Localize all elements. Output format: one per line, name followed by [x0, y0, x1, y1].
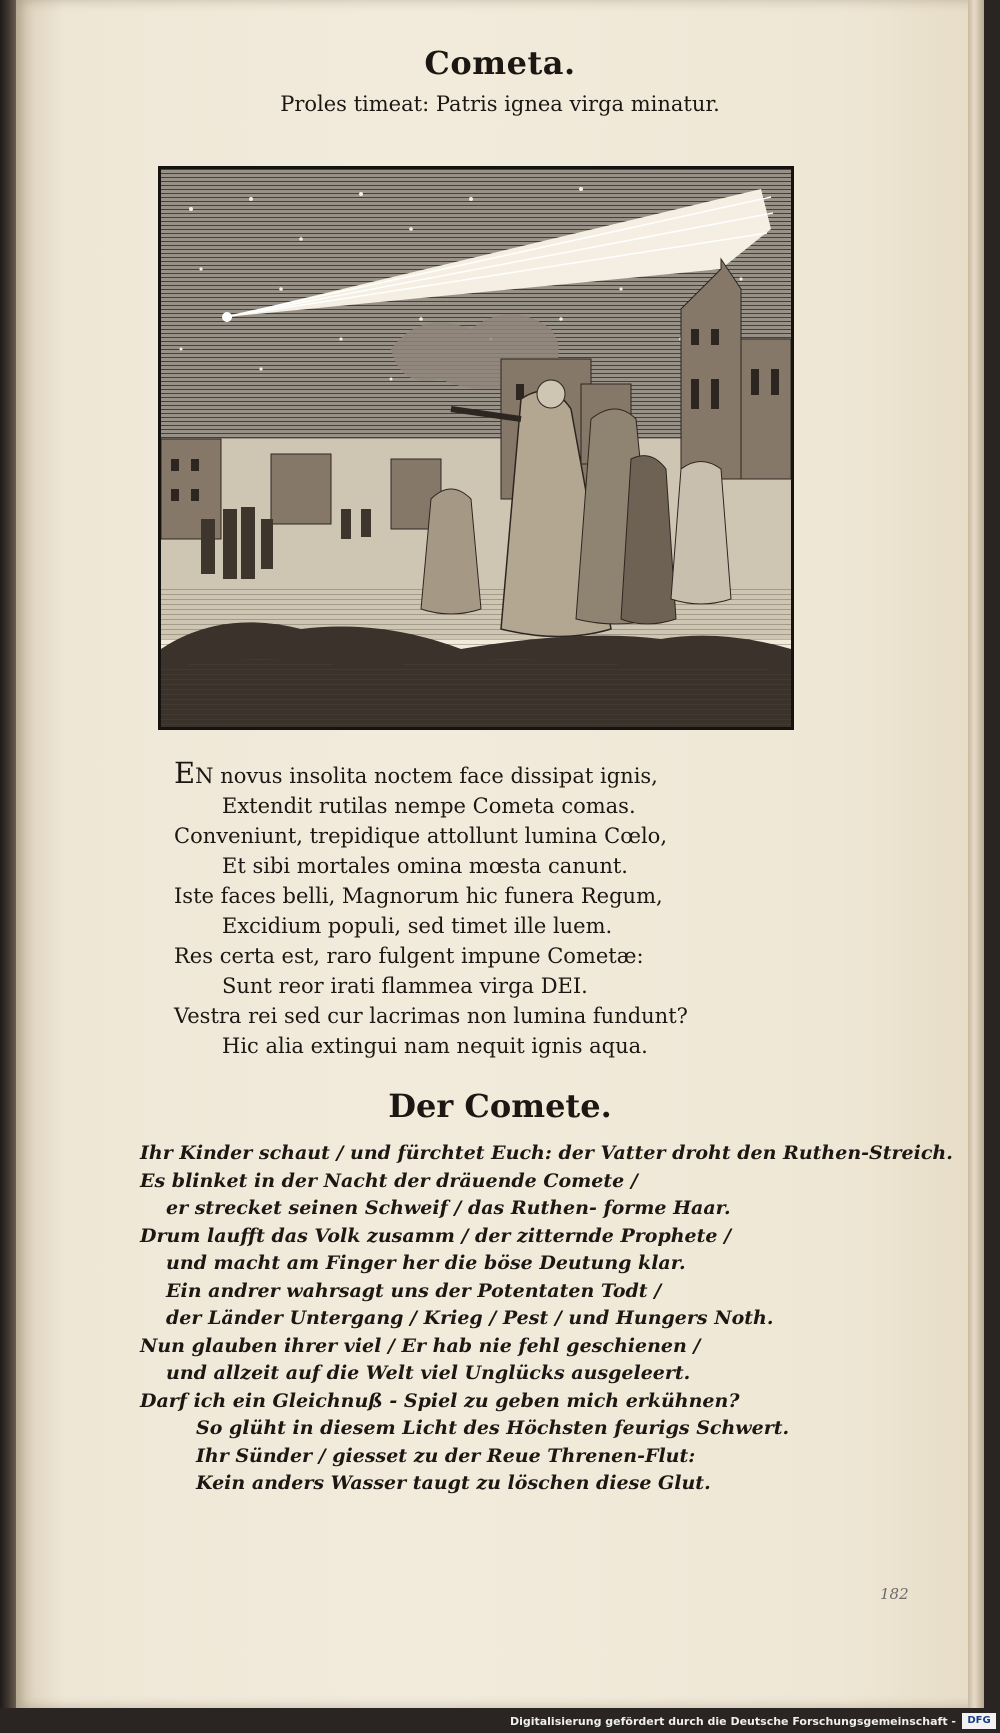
german-line: Ihr Kinder schaut / und fürchtet Euch: der Vatter droht den Ruthen-Streich. — [140, 1142, 953, 1164]
engraving-illustration — [161, 169, 791, 727]
german-poem — [140, 1140, 953, 1498]
german-line: Ein andrer wahrsagt uns der Potentaten Todt / — [166, 1279, 662, 1302]
german-line: So glüht in diesem Licht des Höchsten feurigs Schwert. — [196, 1417, 790, 1439]
german-line: der Länder Untergang / Krieg / Pest / und Hungers Noth. — [166, 1307, 774, 1329]
german-line: Kein anders Wasser taugt zu löschen diese Glut. — [196, 1472, 711, 1494]
book-binding — [0, 0, 16, 1733]
footer-band — [0, 1708, 1000, 1733]
page-edge — [968, 0, 984, 1708]
german-line: Ihr Sünder / giesset zu der Reue Threnen-Flut: — [196, 1444, 696, 1467]
latin-line: Res certa est, raro fulgent impune Cometæ: — [174, 944, 644, 968]
german-line: Darf ich ein Gleichnuß - Spiel zu geben mich erkühnen? — [140, 1389, 740, 1412]
drop-cap: E — [174, 756, 196, 790]
german-line: Nun glauben ihrer viel / Er hab nie fehl geschienen / — [140, 1334, 701, 1357]
german-line: und macht am Finger her die böse Deutung klar. — [166, 1252, 686, 1274]
latin-poem — [174, 758, 814, 1061]
latin-line-1 — [174, 758, 814, 791]
latin-line: Hic alia extingui nam nequit ignis aqua. — [222, 1034, 648, 1058]
latin-line: Et sibi mortales omina mœsta canunt. — [222, 854, 628, 878]
german-line: und allzeit auf die Welt viel Unglücks ausgeleert. — [166, 1362, 691, 1384]
latin-line: Excidium populi, sed timet ille luem. — [222, 914, 613, 938]
page-motto: Proles timeat: Patris ignea virga minatur. — [280, 92, 720, 116]
folio-number: 182 — [880, 1585, 909, 1603]
latin-line: Vestra rei sed cur lacrimas non lumina fundunt? — [174, 1004, 688, 1028]
footer-credit: Digitalisierung gefördert durch die Deutsche Forschungsgemeinschaft - — [509, 1715, 956, 1728]
latin-line: Extendit rutilas nempe Cometa comas. — [222, 794, 636, 818]
comet-engraving — [158, 166, 794, 730]
latin-line: Conveniunt, trepidique attollunt lumina Cœlo, — [174, 824, 667, 848]
page-title: Cometa. — [424, 44, 576, 82]
comet-head — [222, 312, 232, 322]
latin-line-1-text: N novus insolita noctem face dissipat ignis, — [195, 764, 658, 788]
latin-line: Iste faces belli, Magnorum hic funera Regum, — [174, 884, 663, 908]
german-title: Der Comete. — [388, 1087, 612, 1125]
german-line: Drum laufft das Volk zusamm / der zitternde Prophete / — [140, 1224, 732, 1247]
dfg-logo[interactable]: DFG — [962, 1713, 996, 1729]
german-line: Es blinket in der Nacht der dräuende Comete / — [140, 1169, 638, 1192]
german-line: er strecket seinen Schweif / das Ruthen- forme Haar. — [166, 1197, 731, 1219]
latin-line: Sunt reor irati flammea virga DEI. — [222, 974, 588, 998]
